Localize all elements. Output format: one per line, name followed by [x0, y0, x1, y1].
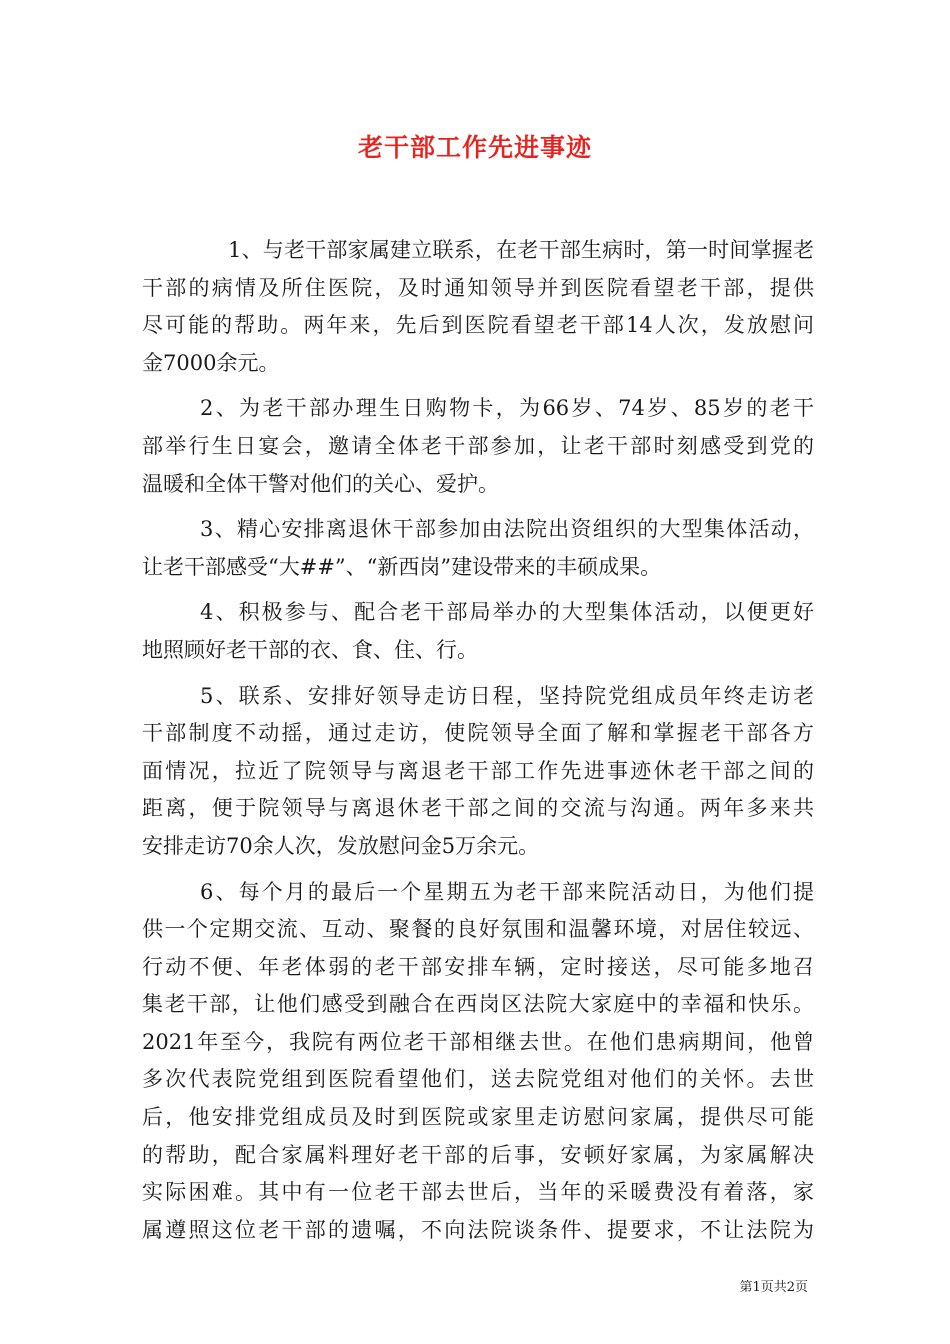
text-line: 面情况，拉近了院领导与离退老干部工作先进事迹休老干部之间的: [142, 758, 814, 783]
text-line: 地照顾好老干部的衣、食、住、行。: [142, 637, 478, 662]
text-line: 距离，便于院领导与离退休老干部之间的交流与沟通。两年多来共: [142, 796, 814, 821]
text-line: 3、精心安排离退休干部参加由法院出资组织的大型集体活动，: [200, 517, 814, 542]
paragraph-5: [142, 678, 814, 866]
text-line: 温暖和全体干警对他们的关心、爱护。: [142, 471, 499, 496]
paragraph-2: [142, 390, 814, 503]
text-line: 金7000余元。: [142, 350, 280, 375]
text-line: 让老干部感受“大##”、“新西岗”建设带来的丰硕成果。: [142, 554, 662, 579]
text-line: 4、积极参与、配合老干部局举办的大型集体活动，以便更好: [200, 600, 814, 625]
text-line: 1、与老干部家属建立联系，在老干部生病时，第一时间掌握老: [228, 238, 814, 262]
text-line: 2、为老干部办理生日购物卡，为66岁、74岁、85岁的老干: [200, 396, 814, 421]
text-line: 干部的病情及所住医院，及时通知领导并到医院看望老干部，提供: [142, 275, 814, 300]
text-line: 属遵照这位老干部的遗嘱，不向法院谈条件、提要求，不让法院为: [142, 1217, 814, 1242]
paragraph-6: [142, 874, 814, 1250]
text-line: 后，他安排党组成员及时到医院或家里走访慰问家属，提供尽可能: [142, 1105, 814, 1130]
text-line: 6、每个月的最后一个星期五为老干部来院活动日，为他们提: [200, 879, 814, 904]
text-line: 集老干部，让他们感受到融合在西岗区法院大家庭中的幸福和快乐。: [142, 992, 814, 1017]
text-line: 的帮助，配合家属料理好老干部的后事，安顿好家属，为家属解决: [142, 1142, 814, 1167]
text-line: 多次代表院党组到医院看望他们，送去院党组对他们的关怀。去世: [142, 1067, 814, 1092]
text-line: 2021年至今，我院有两位老干部相继去世。在他们患病期间，他曾: [142, 1029, 814, 1054]
page-number-footer: 第1页共2页: [739, 1280, 808, 1295]
paragraph-1: [142, 232, 814, 382]
text-line: 实际困难。其中有一位老干部去世后，当年的采暖费没有着落，家: [142, 1180, 814, 1205]
text-line: 部举行生日宴会，邀请全体老干部参加，让老干部时刻感受到党的: [142, 433, 814, 458]
text-line: 干部制度不动摇，通过走访，使院领导全面了解和掌握老干部各方: [142, 721, 814, 746]
document-title: 老干部工作先进事迹: [357, 133, 592, 162]
text-line: 安排走访70余人次，发放慰问金5万余元。: [142, 833, 540, 858]
document-body: [142, 232, 814, 1249]
text-line: 尽可能的帮助。两年来，先后到医院看望老干部14人次，发放慰问: [142, 313, 814, 338]
paragraph-4: [142, 594, 814, 669]
text-line: 供一个定期交流、互动、聚餐的良好氛围和温馨环境，对居住较远、: [142, 917, 814, 942]
paragraph-3: [142, 511, 814, 586]
text-line: 5、联系、安排好领导走访日程，坚持院党组成员年终走访老: [200, 683, 814, 708]
text-line: 行动不便、年老体弱的老干部安排车辆，定时接送，尽可能多地召: [142, 954, 814, 979]
